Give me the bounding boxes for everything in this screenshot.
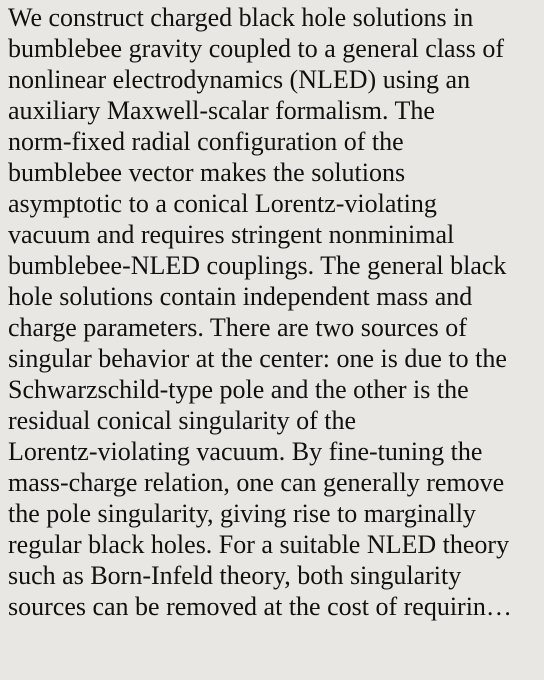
abstract-line: regular black holes. For a suitable NLED theory [8,530,510,559]
abstract-line: nonlinear electrodynamics (NLED) using an [8,65,471,94]
abstract-line: vacuum and requires stringent nonminimal [8,220,455,249]
abstract-line: Lorentz-violating vacuum. By fine-tuning the [8,437,483,466]
abstract-line: mass-charge relation, one can generally remove [8,468,505,497]
abstract-line: norm-fixed radial configuration of the [8,127,404,156]
abstract-line: bumblebee-NLED couplings. The general black [8,251,507,280]
abstract-line: charge parameters. There are two sources of [8,313,467,342]
abstract-line: the pole singularity, giving rise to marginally [8,499,476,528]
abstract-text [8,2,544,622]
abstract-line: auxiliary Maxwell-scalar formalism. The [8,96,435,125]
abstract-line: asymptotic to a conical Lorentz-violating [8,189,437,218]
abstract-line: We construct charged black hole solutions in [8,3,474,32]
abstract-line: Schwarzschild-type pole and the other is the [8,375,469,404]
abstract-line: residual conical singularity of the [8,406,357,435]
abstract-line: bumblebee vector makes the solutions [8,158,406,187]
abstract-line: bumblebee gravity coupled to a general class of [8,34,504,63]
abstract-line: sources can be removed at the cost of requirin… [8,592,512,621]
abstract-line: singular behavior at the center: one is due to the [8,344,507,373]
abstract-line: hole solutions contain independent mass and [8,282,473,311]
abstract-line: such as Born-Infeld theory, both singularity [8,561,462,590]
